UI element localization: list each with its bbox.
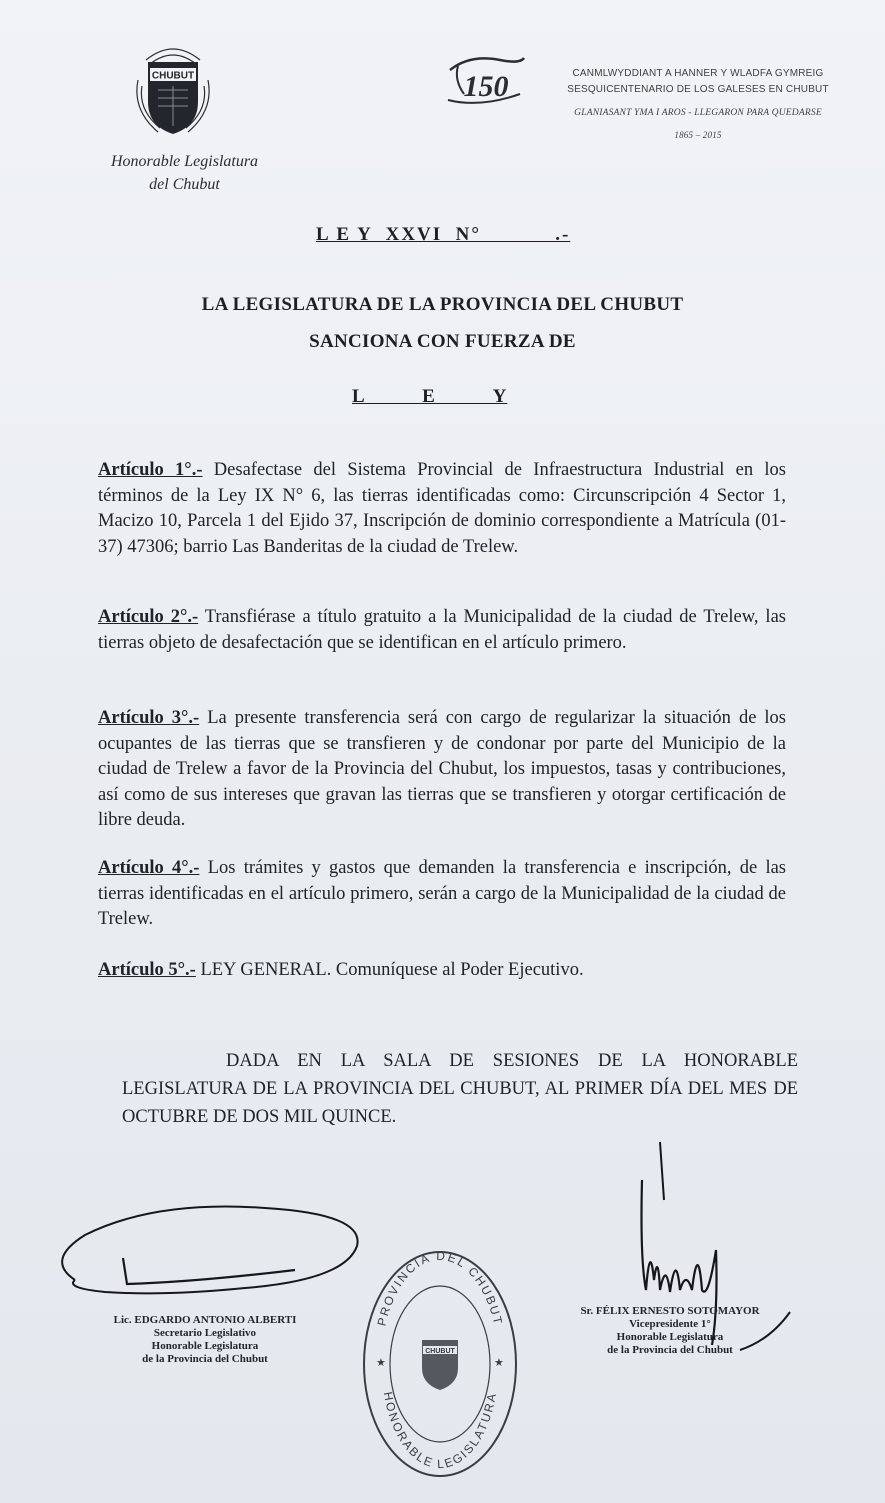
article-5-label: Artículo 5°.-	[98, 960, 196, 980]
article-1	[98, 458, 786, 560]
legislature-line2: del Chubut	[149, 176, 220, 193]
signer-right	[550, 1305, 790, 1357]
crest-text: CHUBUT	[151, 70, 195, 82]
svg-text:★: ★	[376, 1357, 386, 1369]
signer-left-role: Secretario Legislativo	[153, 1327, 257, 1339]
law-number: L E Y XXVI N° .-	[316, 224, 571, 245]
article-3-label: Artículo 3°.-	[98, 708, 200, 728]
signature-left-handwritten	[45, 1200, 365, 1310]
signer-right-name: Sr. FÉLIX ERNESTO SOTOMAYOR	[580, 1305, 760, 1317]
anniversary-years: 1865 – 2015	[674, 130, 722, 140]
article-1-label: Artículo 1°.-	[98, 460, 203, 480]
article-5	[98, 958, 786, 984]
legislature-name	[92, 150, 277, 196]
signer-left-org1: Honorable Legislatura	[151, 1340, 259, 1352]
article-4-label: Artículo 4°.-	[98, 858, 200, 878]
seal-bottom-text: HONORABLE LEGISLATURA	[380, 1390, 500, 1472]
article-3	[98, 706, 786, 834]
article-1-text: Desafectase del Sistema Provincial de Infraestructura Industrial en los términos de la Ley IX N° 6, las tierras identificadas como: Circunscripción 4 Sector 1, Macizo 10, Parcela 1 del Ejido 37, Inscripción de dominio correspondiente a Matrícula (01-37) 47306; barrio Las Banderitas de la ciudad de Trelew.	[98, 460, 786, 557]
svg-text:PROVINCIA DEL CHUBUT	[375, 1249, 506, 1328]
closing-paragraph: DADA EN LA SALA DE SESIONES DE LA HONORABLE LEGISLATURA DE LA PROVINCIA DEL CHUBUT, AL PRIMER DÍA DEL MES DE OCTUBRE DE DOS MIL QUINCE.	[122, 1051, 798, 1127]
signer-right-org2: de la Provincia del Chubut	[607, 1344, 733, 1356]
official-seal	[360, 1240, 520, 1480]
ley-title: L E Y	[352, 386, 508, 407]
legislature-line1: Honorable Legislatura	[110, 153, 259, 170]
article-4-text: Los trámites y gastos que demanden la transferencia e inscripción, de las tierras identificadas en el artículo primero, serán a cargo de la Municipalidad de la ciudad de Trelew.	[98, 858, 786, 929]
heading-line2: SANCIONA CON FUERZA DE	[309, 331, 576, 352]
anniversary-150-logo	[440, 50, 530, 108]
anniversary-text	[548, 66, 848, 143]
article-2	[98, 605, 786, 656]
anniversary-spanish: SESQUICENTENARIO DE LOS GALESES EN CHUBUT	[567, 84, 829, 95]
seal-top-text: PROVINCIA DEL CHUBUT	[374, 1248, 506, 1328]
article-3-text: La presente transferencia será con cargo de regularizar la situación de los ocupantes de las tierras que se transfieren y de condonar por parte del Municipio de la ciudad de Trelew a favor de la Provincia del Chubut, los impuestos, tasas y contribuciones, así como de sus intereses que gravan las tierras que se transfieren y otorgar certificación de libre deuda.	[98, 708, 786, 830]
signer-right-org1: Honorable Legislatura	[616, 1331, 724, 1343]
article-5-text: LEY GENERAL. Comuníquese al Poder Ejecutivo.	[195, 960, 584, 980]
seal-center-text: CHUBUT	[425, 1348, 455, 1355]
svg-text:★: ★	[494, 1357, 504, 1369]
anniversary-motto: GLANIASANT YMA I AROS - LLEGARON PARA QUEDARSE	[574, 108, 822, 118]
anniversary-logo-number: 150	[463, 70, 509, 103]
chubut-crest-logo	[128, 40, 218, 140]
anniversary-welsh: CANMLWYDDIANT A HANNER Y WLADFA GYMREIG	[572, 68, 824, 79]
signer-left-name: Lic. EDGARDO ANTONIO ALBERTI	[113, 1314, 297, 1326]
heading-line1: LA LEGISLATURA DE LA PROVINCIA DEL CHUBUT	[201, 294, 684, 315]
signer-left	[90, 1314, 320, 1366]
article-4	[98, 856, 786, 933]
signer-right-role: Vicepresidente 1°	[629, 1318, 711, 1330]
signer-left-org2: de la Provincia del Chubut	[142, 1353, 268, 1365]
article-2-text: Transfiérase a título gratuito a la Municipalidad de la ciudad de Trelew, las tierras objeto de desafectación que se identifican en el artículo primero.	[98, 607, 786, 653]
article-2-label: Artículo 2°.-	[98, 607, 199, 627]
